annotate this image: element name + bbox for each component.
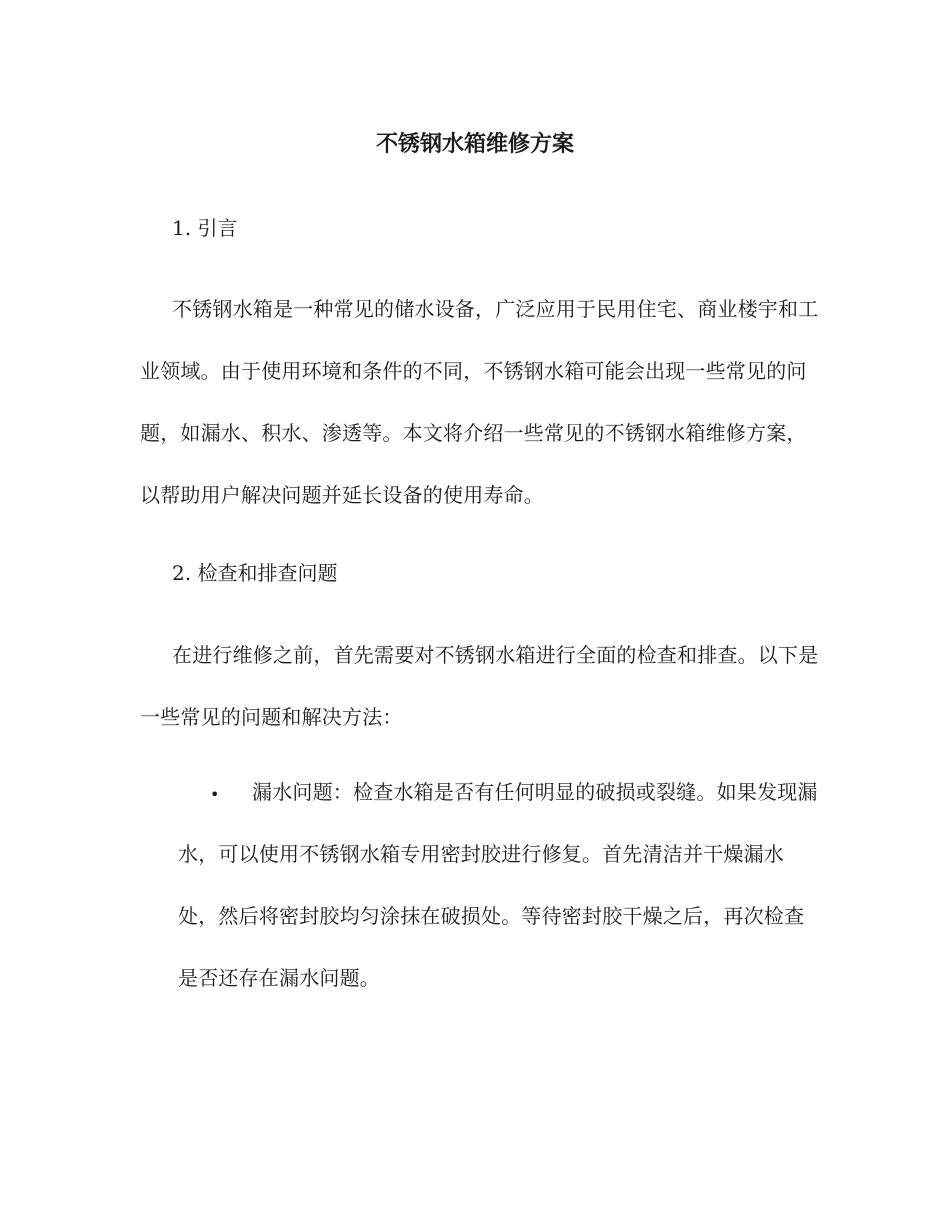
document-title: 不锈钢水箱维修方案 xyxy=(375,131,574,157)
introduction-paragraph: 不锈钢水箱是一种常见的储水设备，广泛应用于民用住宅、商业楼宇和工业领域。由于使用环境和条件的不同，不锈钢水箱可能会出现一些常见的问题，如漏水、积水、渗透等。本文将介绍一些常见的不锈钢水箱维修方案，以帮助用户解决问题并延长设备的使用寿命。 xyxy=(140,297,819,507)
inspection-paragraph: 在进行维修之前，首先需要对不锈钢水箱进行全面的检查和排查。以下是一些常见的问题和解决方法： xyxy=(140,643,819,729)
bullet-item-leak: 漏水问题：检查水箱是否有任何明显的破损或裂缝。如果发现漏水，可以使用不锈钢水箱专用密封胶进行修复。首先清洁并干燥漏水处，然后将密封胶均匀涂抹在破损处。等待密封胶干燥之后，再次检查是否还存在漏水问题。 xyxy=(178,780,818,990)
section-heading-inspection: 2. 检查和排查问题 xyxy=(172,561,338,585)
bullet-marker: • xyxy=(210,785,220,804)
section-heading-introduction: 1. 引言 xyxy=(172,216,238,240)
